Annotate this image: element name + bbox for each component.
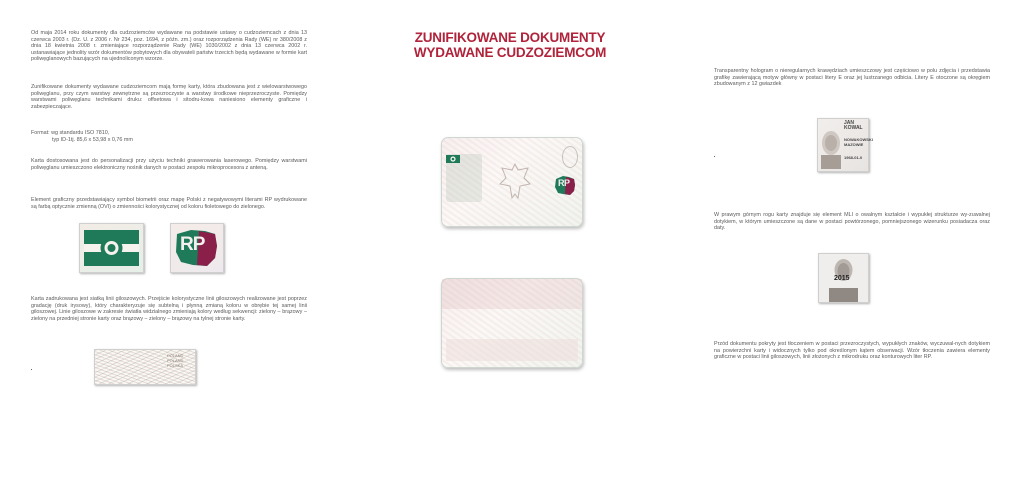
biometric-icon [80, 224, 143, 272]
card-back-band [442, 279, 582, 309]
hologram-photo-image [817, 118, 873, 172]
card-back-image [441, 278, 583, 368]
holo-name-2: KOWAL [844, 125, 863, 131]
holo-line-2: MAZOWIE [844, 142, 864, 147]
holo-name-1: JAN [844, 120, 855, 126]
card-structure-paragraph: Zunifikowane dokumenty wydawane cudzoziemcom mają formę karty, która zbudowana jest z wielowarstwowego poliwęglanu, przy czym warstwy zewnętrzne są przezroczyste a warstwy środkowe nieprzezroczyste. Pomiędzy warstwami poliwęglanu technikami druku: offsetowa i sitodru-kowa naniesiono elementy graficzne i zabezpieczające. [31, 84, 307, 110]
intro-paragraph: Od maja 2014 roku dokumenty dla cudzoziemców wydawane na podstawie ustawy o cudzoziemcach z dnia 13 czerwca 2003 r. (Dz. U. z 2006 r. Nr 234, poz. 1694, z późn. zm.) oraz rozporządzenia Rady (WE) nr 380/2008 z dnia 18 kwietnia 2008 r. zmieniające rozporządzenie Rady (WE) 1030/2002 z dnia 13 czerwca 2002 r. ustanawiające jednolity wzór dokumentów pobytowych dla obywateli państw trzecich będą wydawane w formie kart poliwęglanowych bazujących na ujednoliconym wzorze. [31, 30, 307, 63]
guilloche-word-1: POLAND [167, 353, 184, 358]
guilloche-word-2: POLAND [167, 358, 184, 363]
mli-year: 2015 [834, 275, 850, 282]
holo-line-1: NOWAKOWSKI [844, 137, 873, 142]
embossing-paragraph: Przód dokumentu pokryty jest tłoczeniem w postaci przezroczystych, wypukłych znaków, wyczuwal-nych dotykiem na powierzchni karty i widocznych tylko pod określonym kątem obserwacji. Wzór tłoczenia zawiera elementy graficzne w postaci linii giloszowych, linii złożonych z mikrodruku oraz konturowych liter RP. [714, 341, 990, 361]
personalization-paragraph: Karta dostosowana jest do personalizacji przy użyciu techniki grawerowania laserowego. Pomiędzy warstwami poliwęglanu umieszczono elektroniczny nośnik danych w postaci zespołu mikroprocesora z anteną. [31, 158, 307, 171]
eagle-emblem-icon [498, 160, 532, 204]
bullet-dot [31, 369, 32, 370]
guilloche-word-3: POLSKA [167, 363, 184, 368]
rp-letters: RP [180, 234, 205, 255]
card-biometric-icon [446, 155, 460, 163]
card-mli-oval [562, 146, 578, 168]
poland-map-rp-image [170, 223, 224, 273]
page-title-line-1: ZUNIFIKOWANE DOKUMENTY [414, 30, 606, 45]
card-front-image [441, 137, 583, 227]
hologram-paragraph: Transparentny hologram o nieregularnych krawędziach umieszczowy jest częściowo w polu zdjęcia i przedstawia grafikę zawierającą motyw główny w postaci litery E oraz jej lustrzanego odbicia. Litery E otoczone są okręgiem zbudowanym z 12 gwiazdek [714, 68, 990, 88]
biometric-symbol-image [79, 223, 144, 273]
card-rp-letters: RP [558, 178, 570, 188]
mli-paragraph: W prawym górnym rogu karty znajduje się element MLI o owalnym kształcie i wypukłej strukturze wy-zuwalnej dotykiem, w którym umieszczone są dane w postaci powtórzonego, pomniejszonego wizerunku posiadacza oraz daty. [714, 212, 990, 232]
format-line-2: typ ID-1tj. 85,6 x 53,98 x 0,76 mm [52, 137, 133, 143]
bullet-dot [714, 156, 715, 157]
guilloche-sample-image [94, 349, 196, 385]
mli-photo-image [818, 253, 869, 303]
page-title-line-2: WYDAWANE CUDZOZIEMCOM [413, 45, 607, 60]
hologram-face-icon [818, 125, 844, 169]
guilloche-paragraph: Karta zadrukowana jest siatką linii giloszowych. Przejście kolorystyczne linii giloszowych realizowane jest poprzez gradację (druk irysowy), który charakteryzuje się subtelną i płynną zmianą koloru w obrębie tej samej linii giloszowej. Linie giloszowe w zakresie światła widzialnego zmieniają kolory według sekwencji: zielony – brązowy – zielony na przedniej stronie karty oraz brązowy – zielony – brązowy na tylnej stronie karty. [31, 296, 307, 322]
holo-date: 1968-01-0 [844, 155, 863, 160]
ovi-paragraph: Element graficzny przedstawiający symbol biometrii oraz mapę Polski z negatywowymi literami RP wydrukowane są farbą optycznie zmienną (OVI) o zmienności kolorystycznej od koloru fioletowego do zielonego. [31, 197, 307, 210]
format-line-1: Format: wg standardu ISO 7810, [31, 130, 110, 136]
card-back-mrz-area [446, 339, 578, 361]
